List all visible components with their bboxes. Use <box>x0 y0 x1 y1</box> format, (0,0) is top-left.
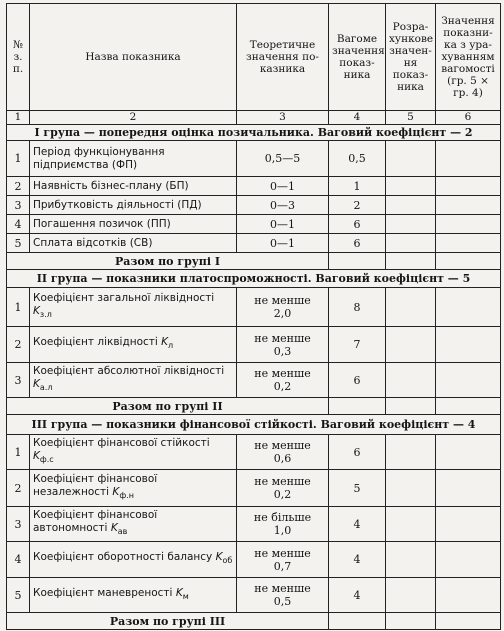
table-row <box>7 177 501 196</box>
weight-value: 6 <box>329 435 386 470</box>
table-row <box>7 507 501 542</box>
weighted-cell <box>436 215 501 234</box>
group1-title: І група — попередня оцінка позичальника. Ваговий коефіцієнт — 2 <box>7 125 501 141</box>
weighted-cell <box>436 141 501 177</box>
subtotal-row <box>7 613 501 630</box>
group2-total-label: Разом по групі ІІ <box>7 398 329 415</box>
group3-total-label: Разом по групі ІІІ <box>7 613 329 630</box>
table-row <box>7 141 501 177</box>
row-number: 3 <box>7 507 30 542</box>
weight-value: 8 <box>329 288 386 327</box>
row-number: 5 <box>7 578 30 613</box>
indicator-name: Період функціонування підприємства (ФП) <box>30 141 237 177</box>
indicator-name: Коефіцієнт загальної ліквідності $K_{з.л}$ <box>30 288 237 327</box>
table-row <box>7 234 501 253</box>
indicator-name: Коефіцієнт ліквідності $K_л$ <box>30 327 237 363</box>
weight-value: 6 <box>329 234 386 253</box>
subtotal-row <box>7 253 501 270</box>
header-weighted: Значення показника з урахуванням вагомості (гр. 5 × гр. 4) <box>436 4 501 111</box>
table-row <box>7 542 501 578</box>
group-title-row <box>7 415 501 435</box>
group1-total-label: Разом по групі І <box>7 253 329 270</box>
theoretical-value: не менше 0,2 <box>237 470 329 507</box>
table-row <box>7 288 501 327</box>
colnum: 4 <box>329 111 386 125</box>
weight-value: 7 <box>329 327 386 363</box>
calculated-cell <box>386 578 436 613</box>
colnum: 6 <box>436 111 501 125</box>
theoretical-value: 0—1 <box>237 234 329 253</box>
row-number: 4 <box>7 542 30 578</box>
row-number: 1 <box>7 141 30 177</box>
indicator-name: Коефіцієнт маневреності $K_м$ <box>30 578 237 613</box>
calculated-cell <box>386 177 436 196</box>
theoretical-value: не менше 0,7 <box>237 542 329 578</box>
header-theoretical: Теоретичне значення показника <box>237 4 329 111</box>
indicator-name: Коефіцієнт абсолютної ліквідності $K_{а.л}$ <box>30 363 237 398</box>
weight-value: 1 <box>329 177 386 196</box>
indicator-name: Наявність бізнес-плану (БП) <box>30 177 237 196</box>
theoretical-value: 0—1 <box>237 215 329 234</box>
header-row <box>7 4 501 111</box>
indicator-name: Коефіцієнт оборотності балансу $K_{об}$ <box>30 542 237 578</box>
row-number: 4 <box>7 215 30 234</box>
table-row <box>7 196 501 215</box>
colnum: 2 <box>30 111 237 125</box>
indicator-name: Сплата відсотків (СВ) <box>30 234 237 253</box>
theoretical-value: не менше 2,0 <box>237 288 329 327</box>
theoretical-value: не більше 1,0 <box>237 507 329 542</box>
group-title-row <box>7 125 501 141</box>
indicator-name: Коефіцієнт фінансової незалежності $K_{ф.н}$ <box>30 470 237 507</box>
colnum: 1 <box>7 111 30 125</box>
indicator-name: Погашення позичок (ПП) <box>30 215 237 234</box>
calculated-cell <box>386 215 436 234</box>
calculated-cell <box>386 288 436 327</box>
header-name: Назва показника <box>30 4 237 111</box>
weighted-cell <box>436 196 501 215</box>
table-row <box>7 578 501 613</box>
table-row <box>7 215 501 234</box>
row-number: 2 <box>7 177 30 196</box>
theoretical-value: не менше 0,3 <box>237 327 329 363</box>
weighted-cell <box>436 435 501 470</box>
weighted-cell <box>436 470 501 507</box>
theoretical-value: не менше 0,6 <box>237 435 329 470</box>
table-row <box>7 363 501 398</box>
group-title-row <box>7 270 501 288</box>
weighted-cell <box>436 288 501 327</box>
header-number: № з. п. <box>7 4 30 111</box>
calculated-cell <box>386 435 436 470</box>
weighted-cell <box>436 363 501 398</box>
subtotal-row <box>7 398 501 415</box>
group2-title: ІІ група — показники платоспроможності. Ваговий коефіцієнт — 5 <box>7 270 501 288</box>
colnum: 3 <box>237 111 329 125</box>
row-number: 5 <box>7 234 30 253</box>
weighted-cell <box>436 177 501 196</box>
table-row <box>7 435 501 470</box>
calculated-cell <box>386 363 436 398</box>
header-weight: Вагоме значення показника <box>329 4 386 111</box>
calculated-cell <box>386 234 436 253</box>
indicator-name: Коефіцієнт фінансової автономності $K_{ав}$ <box>30 507 237 542</box>
weight-value: 5 <box>329 470 386 507</box>
theoretical-value: 0—1 <box>237 177 329 196</box>
indicator-name: Прибутковість діяльності (ПД) <box>30 196 237 215</box>
row-number: 1 <box>7 288 30 327</box>
theoretical-value: 0,5—5 <box>237 141 329 177</box>
theoretical-value: не менше 0,5 <box>237 578 329 613</box>
theoretical-value: 0—3 <box>237 196 329 215</box>
theoretical-value: не менше 0,2 <box>237 363 329 398</box>
indicator-name: Коефіцієнт фінансової стійкості $K_{ф.с}$ <box>30 435 237 470</box>
header-calculated: Розрахункове значення показника <box>386 4 436 111</box>
weighted-cell <box>436 507 501 542</box>
weight-value: 6 <box>329 215 386 234</box>
weight-value: 4 <box>329 578 386 613</box>
row-number: 2 <box>7 470 30 507</box>
row-number: 1 <box>7 435 30 470</box>
calculated-cell <box>386 141 436 177</box>
weighted-cell <box>436 542 501 578</box>
calculated-cell <box>386 507 436 542</box>
weight-value: 4 <box>329 542 386 578</box>
table-row <box>7 470 501 507</box>
group3-title: ІІІ група — показники фінансової стійкості. Ваговий коефіцієнт — 4 <box>7 415 501 435</box>
row-number: 3 <box>7 196 30 215</box>
weighted-cell <box>436 578 501 613</box>
weighted-cell <box>436 234 501 253</box>
calculated-cell <box>386 542 436 578</box>
weight-value: 6 <box>329 363 386 398</box>
table-row <box>7 327 501 363</box>
weight-value: 4 <box>329 507 386 542</box>
weighted-cell <box>436 327 501 363</box>
calculated-cell <box>386 327 436 363</box>
scoring-table <box>6 3 501 630</box>
calculated-cell <box>386 196 436 215</box>
weight-value: 0,5 <box>329 141 386 177</box>
row-number: 3 <box>7 363 30 398</box>
calculated-cell <box>386 470 436 507</box>
row-number: 2 <box>7 327 30 363</box>
colnum: 5 <box>386 111 436 125</box>
weight-value: 2 <box>329 196 386 215</box>
column-number-row <box>7 111 501 125</box>
